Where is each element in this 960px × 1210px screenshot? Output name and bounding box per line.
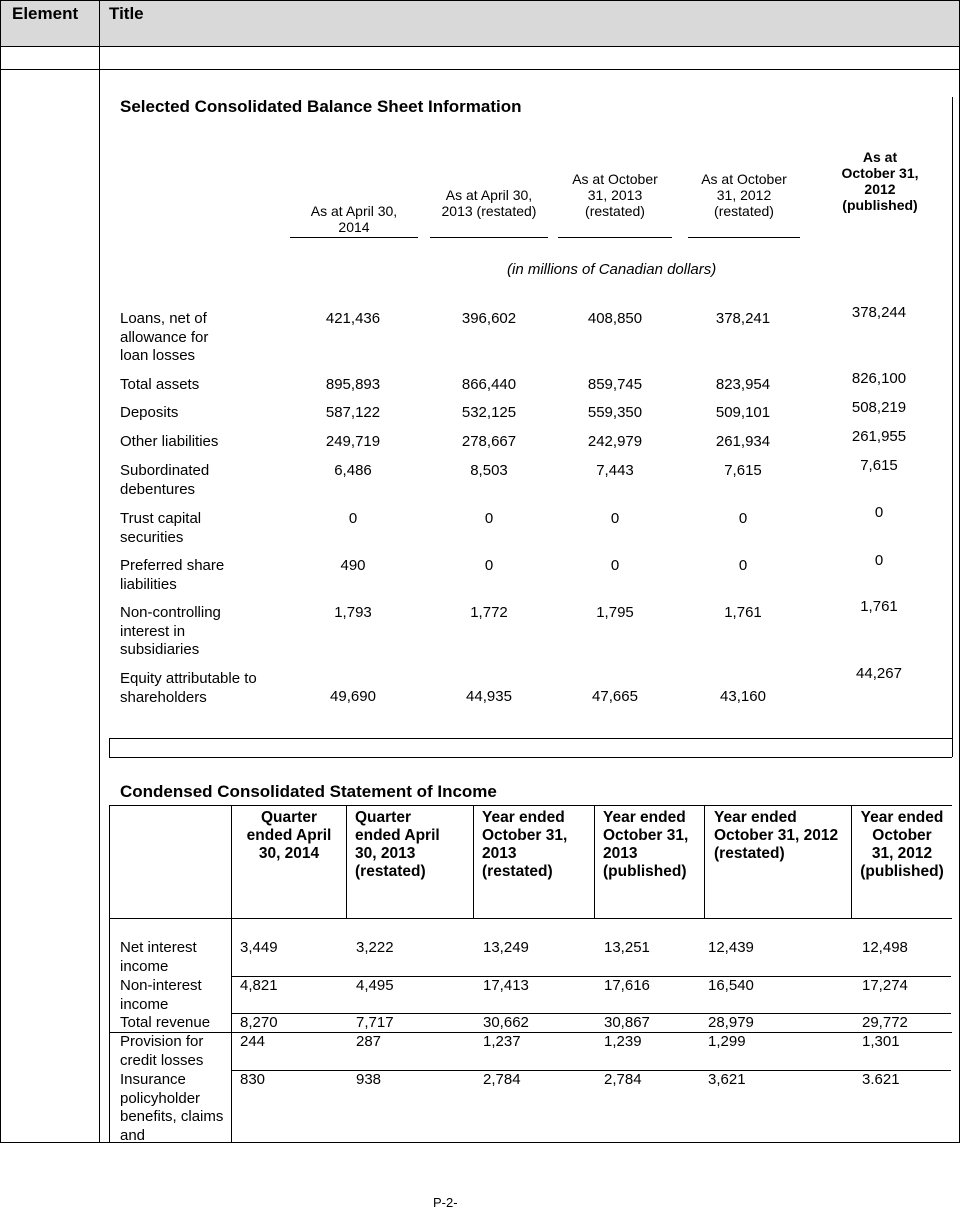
grid-line: [346, 805, 347, 918]
income-cell: 938: [356, 1071, 382, 1088]
balance-cell: 0: [484, 510, 494, 527]
balance-cell: 1,793: [334, 604, 372, 621]
header-title-cell: [100, 0, 960, 46]
income-cell: 8,270: [240, 1014, 278, 1031]
grid-line: [231, 1070, 951, 1071]
income-cell: 17,274: [862, 977, 908, 994]
header-title-label: Title: [109, 4, 144, 23]
income-cell: 16,540: [708, 977, 754, 994]
income-cell: 28,979: [708, 1014, 754, 1031]
income-cell: 3,449: [240, 939, 278, 956]
income-cell: 244: [240, 1033, 266, 1050]
grid-line: [704, 805, 705, 918]
balance-cell: 0: [874, 504, 884, 521]
income-cell: 7,717: [356, 1014, 394, 1031]
page-number: P-2-: [433, 1195, 458, 1210]
grid-line: [231, 1013, 951, 1014]
grid-line: [109, 805, 110, 1143]
balance-row-label: Preferred share liabilities: [120, 557, 225, 593]
income-cell: 12,439: [708, 939, 754, 956]
income-cell: 287: [356, 1033, 382, 1050]
header-element-label: Element: [12, 4, 79, 23]
balance-cell: 587,122: [325, 404, 381, 421]
column-underline: [430, 237, 548, 238]
income-row-label: Net interest income: [120, 939, 197, 975]
column-underline: [688, 237, 800, 238]
grid-line: [473, 805, 474, 918]
income-cell: 2,784: [483, 1071, 521, 1088]
balance-column-header: As at April 30, 2013 (restated): [441, 187, 537, 219]
column-underline: [558, 237, 672, 238]
balance-row-label: Loans, net of allowance for loan losses: [120, 310, 209, 364]
balance-row-label: Other liabilities: [120, 433, 219, 450]
income-cell: 13,251: [604, 939, 650, 956]
balance-cell: 559,350: [587, 404, 643, 421]
balance-cell: 421,436: [325, 310, 381, 327]
balance-row-label: Subordinated debentures: [120, 462, 210, 498]
balance-row-label: Trust capital securities: [120, 510, 202, 546]
income-column-header: Quarter ended April 30, 2013 (restated): [355, 809, 440, 880]
balance-cell: 0: [348, 510, 358, 527]
grid-line: [109, 1032, 952, 1033]
grid-line: [0, 0, 960, 1]
balance-cell: 8,503: [470, 462, 508, 479]
income-row-label: Total revenue: [120, 1014, 211, 1031]
balance-cell: 249,719: [325, 433, 381, 450]
balance-cell: 44,935: [466, 688, 512, 705]
grid-line: [109, 918, 952, 919]
income-column-header: Year ended October 31, 2013 (published): [603, 809, 689, 880]
grid-line: [851, 805, 852, 918]
balance-title: Selected Consolidated Balance Sheet Information: [120, 97, 522, 116]
income-column-header: Year ended October 31, 2012 (published): [860, 809, 944, 880]
balance-row-label: Equity attributable to shareholders: [120, 670, 257, 706]
income-cell: 830: [240, 1071, 266, 1088]
grid-line: [109, 757, 952, 758]
grid-line: [231, 976, 951, 977]
balance-cell: 826,100: [851, 370, 907, 387]
balance-cell: 0: [738, 557, 748, 574]
income-cell: 1,239: [604, 1033, 642, 1050]
income-cell: 4,495: [356, 977, 394, 994]
balance-row-label: Deposits: [120, 404, 179, 421]
income-cell: 29,772: [862, 1014, 908, 1031]
units-note: (in millions of Canadian dollars): [507, 261, 717, 278]
balance-cell: 866,440: [461, 376, 517, 393]
balance-cell: 0: [610, 510, 620, 527]
balance-cell: 378,244: [851, 304, 907, 321]
income-cell: 2,784: [604, 1071, 642, 1088]
grid-line: [0, 69, 960, 70]
balance-cell: 7,443: [596, 462, 634, 479]
balance-cell: 242,979: [587, 433, 643, 450]
income-cell: 1,237: [483, 1033, 521, 1050]
grid-line: [99, 0, 100, 1143]
balance-cell: 0: [874, 552, 884, 569]
income-cell: 17,413: [483, 977, 529, 994]
balance-cell: 823,954: [715, 376, 771, 393]
balance-column-header: As at October 31, 2012 (published): [841, 149, 919, 213]
grid-line: [0, 46, 960, 47]
balance-cell: 532,125: [461, 404, 517, 421]
income-cell: 12,498: [862, 939, 908, 956]
income-row-label: Insurance policyholder benefits, claims and: [120, 1071, 224, 1144]
balance-cell: 0: [484, 557, 494, 574]
income-row-label: Provision for credit losses: [120, 1033, 204, 1069]
balance-cell: 378,241: [715, 310, 771, 327]
balance-cell: 1,772: [470, 604, 508, 621]
balance-column-header: As at October 31, 2012 (restated): [701, 171, 787, 219]
balance-cell: 43,160: [720, 688, 766, 705]
balance-cell: 508,219: [851, 399, 907, 416]
balance-cell: 7,615: [724, 462, 762, 479]
income-cell: 30,867: [604, 1014, 650, 1031]
income-cell: 17,616: [604, 977, 650, 994]
balance-cell: 49,690: [330, 688, 376, 705]
grid-line: [109, 738, 110, 758]
balance-row-label: Non-controlling interest in subsidiaries: [120, 604, 221, 658]
balance-cell: 261,934: [715, 433, 771, 450]
grid-line: [231, 805, 232, 1143]
grid-line: [109, 738, 952, 739]
income-column-header: Year ended October 31, 2012 (restated): [714, 809, 839, 862]
income-cell: 3.621: [862, 1071, 900, 1088]
income-cell: 3,621: [708, 1071, 746, 1088]
income-cell: 30,662: [483, 1014, 529, 1031]
balance-cell: 490: [340, 557, 366, 574]
grid-line: [109, 805, 952, 806]
balance-cell: 0: [610, 557, 620, 574]
income-title: Condensed Consolidated Statement of Income: [120, 782, 497, 801]
grid-line: [594, 805, 595, 918]
income-row-label: Non-interest income: [120, 977, 202, 1013]
balance-cell: 261,955: [851, 428, 907, 445]
balance-cell: 1,795: [596, 604, 634, 621]
balance-row-label: Total assets: [120, 376, 200, 393]
balance-cell: 278,667: [461, 433, 517, 450]
income-cell: 1,301: [862, 1033, 900, 1050]
balance-cell: 396,602: [461, 310, 517, 327]
grid-line: [0, 0, 1, 1143]
income-cell: 4,821: [240, 977, 278, 994]
balance-cell: 1,761: [860, 598, 898, 615]
balance-cell: 7,615: [860, 457, 898, 474]
balance-cell: 6,486: [334, 462, 372, 479]
income-column-header: Quarter ended April 30, 2014: [246, 809, 332, 862]
column-underline: [290, 237, 418, 238]
income-cell: 13,249: [483, 939, 529, 956]
income-column-header: Year ended October 31, 2013 (restated): [482, 809, 568, 880]
balance-cell: 408,850: [587, 310, 643, 327]
balance-cell: 0: [738, 510, 748, 527]
balance-cell: 859,745: [587, 376, 643, 393]
income-cell: 1,299: [708, 1033, 746, 1050]
balance-cell: 895,893: [325, 376, 381, 393]
balance-cell: 44,267: [856, 665, 902, 682]
grid-line: [952, 97, 953, 757]
income-cell: 3,222: [356, 939, 394, 956]
balance-cell: 47,665: [592, 688, 638, 705]
balance-cell: 1,761: [724, 604, 762, 621]
balance-column-header: As at April 30, 2014: [310, 203, 398, 235]
balance-cell: 509,101: [715, 404, 771, 421]
header-element-cell: [0, 0, 99, 46]
balance-column-header: As at October 31, 2013 (restated): [572, 171, 658, 219]
